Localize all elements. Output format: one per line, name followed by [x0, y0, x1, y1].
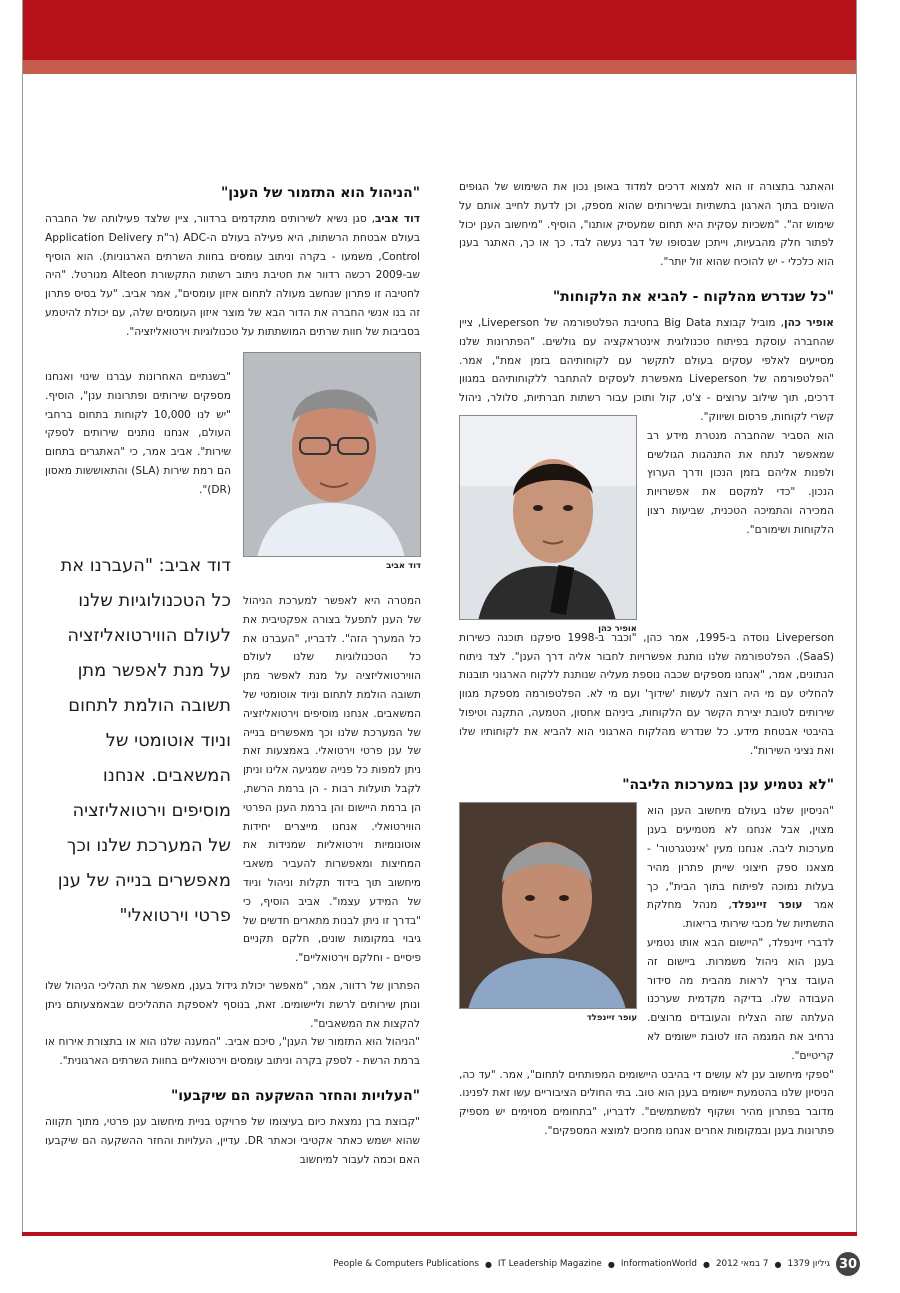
bottom-rule	[22, 1232, 857, 1236]
photo-zeinfeld-block	[459, 802, 637, 1065]
section-heading-orchestration: "הניהול הוא התזמור של הענן"	[220, 185, 420, 201]
paragraph-text: , מוביל קבוצת Big Data בחטיבת הפלטפורמה של Liveperson, ציין שהחברה עוסקת בפיתוח טכנולוגית אינטראקציה עם גולשים. "הפתרונות שלנו מסייעים לאלפי עסקים בעולם לתקשר עם לקוחותיהם בזמן אמת", אמר. "הפלטפורמה של Liveperson מאפשרת לעסקים להתחבר ללקוחותיהם במגוון דרכים, תוך שילוב ערוצים - צ'ט, קול ותוכן עבור רשתות חברתיות, סלולר, ניהול קשרי לקוחות, פרסום ושיווק".	[459, 316, 834, 423]
paragraph-shifts: לדברי זיינפלד, "היישום הבא אותו נטמיע בענן הוא ניהול משמרות. ביישום זה העובד צריך לראות מהבית מה סידור העבודה שלו. בדיקה מקדמית שערכנו העלתה שזה הצליח והעובדים מרוצים. נרחיב את המגמה הזו לטובת יישומים לא קריטיים".	[647, 936, 834, 1062]
pull-quote: דוד אביב: "העברנו את כל הטכנולוגיות שלנו לעולם הווירטואליזציה על מנת לאפשר מתן תשובה הולמת לתחום וניוד אוטומטי של המשאבים. אנחנו מוסיפים וירטואליזציה של המערכת שלנו וכך מאפשרים בנייה של ענן פרטי וירטואלי"	[57, 555, 231, 926]
photo-cohen-block	[459, 415, 637, 635]
left-inset-text	[45, 368, 231, 500]
magazine-name: IT Leadership Magazine	[497, 1259, 602, 1269]
issue-number: גיליון 1379	[787, 1259, 830, 1269]
photo-caption: עופר זיינפלד	[586, 1013, 637, 1024]
paragraph-cohen	[459, 314, 834, 427]
left-narrow-text	[243, 592, 421, 968]
left-column	[45, 178, 420, 342]
portrait-image	[459, 416, 636, 620]
page-footer	[0, 1253, 860, 1275]
paragraph-saas: Liveperson נוסדה ב-1995, אמר כהן, "וכבר ב-1998 סיפקנו תוכנה כשירות (SaaS). הפלטפורמה שלנו נותנת אפשרויות לחבור אליה דרך הענן". לצד ניתוח הנתונים, אמר, "אנחנו מספקים שכבה נוספת מעליה שנותנת ללקוח הארגוני תובנות להחליט עם מי היה רוצה לעשות 'שידוך' ועם מי לא. הפלטפורמה מספקת מגוון שירותים לטובת יצירת הקשר עם הלקוחות, ביניהם אחסון, הטמעה, התקנה וטיפול בהיבטי אבטחת מידע. כל שנדרש מהלקוח הארגוני הוא להביא את לקוחותיו שלו ואת נציגי השירות".	[459, 631, 834, 757]
person-name: אופיר כהן	[783, 316, 834, 329]
paragraph-cloud-shift: "בשנתיים האחרונות עברנו שינוי ואנחנו מספקים שירותים ופתרונות ענן", הוסיף. "יש לנו 10,000 לקוחות בתחום ברחבי העולם, אנחנו נותנים שירותים לספקי שירות". אביב אמר, כי "האתגרים בתחום הם רמת שירות (SLA) והתאוששות מאסון (DR)".	[45, 371, 231, 496]
portrait-image	[459, 803, 636, 1009]
paragraph-aviv	[45, 210, 420, 342]
issue-date: 7 במאי 2012	[715, 1259, 769, 1269]
section-heading-roi: "העלויות והחזר ההשקעה הם שיקבעו"	[170, 1087, 420, 1104]
portrait-image	[243, 353, 420, 557]
paragraph-monitoring: הוא הסביר שהחברה מנטרת מידע רב שמאפשר לנתח את התנהגות הגולשים ולפנות אליהם בזמן הנכון ודרך הערוץ הנכון. "כדי למקסם את אפשרויות המכירה והתמיכה הטכנית, שביעות רצון הלקוחות ושימורם".	[647, 429, 834, 536]
bullet-separator: ●	[607, 1259, 615, 1269]
intro-paragraph: והאתגר בתצורה זו הוא למצוא דרכים למדוד באופן נכון את השימוש של הגופים השונים בתוך הארגון בתשתיות ובשירותים שהוא מספק, וכן לדעת לחייב אותם על שימוש זה". "משכיות עסקית היא תחום שמעסיק אותנו", הוסיף. "מיחשוב הענן יכול לפתור חלק מהבעיות, וייתכן שבסופו של דבר נעשה לבד. כך או כך, האתגר בענן הוא כלכלי - יש להוכיח שהוא זול יותר".	[459, 181, 834, 269]
paragraph-radware-solution: הפתרון של רדוור, אמר, "מאפשר יכולת גידול בענן, מאפשר את תהליכי הניהול שלו ונותן שירותים לרשת וליישומים. זאת, בנוסף לאספקת התהליכים שבאמצעותם ניתן להקצות את המשאבים".	[45, 980, 420, 1030]
page-number: 30	[836, 1252, 860, 1276]
bullet-separator: ●	[484, 1259, 492, 1269]
photo-caption: אופיר כהן	[598, 623, 637, 634]
left-bottom-text	[45, 977, 420, 1169]
photo-cohen	[459, 415, 637, 620]
section-heading-core-systems: "לא נטמיע ענן במערכות הליבה"	[622, 777, 834, 794]
photo-zeinfeld	[459, 802, 637, 1009]
paragraph-text: "הניסיון שלנו בעולם מיחשוב הענן הוא מצוין, אבל אנחנו לא מטמיעים בענן מערכות ליבה. אנחנו מעין 'אינטגרטור' - מצאנו ספק חיצוני שייתן פתרון מהיר בעלות נמוכה לפיתוח בתוך הבית", כך אמר	[647, 805, 834, 912]
paragraph-summary: "הניהול הוא התזמור של הענן", סיכם אביב. "המענה שלנו הוא או בתצורת אירוח או ברמת הרשת - לספק בקרה וניתוב עומסים וירטואליים בחוות השרתים הארגונית".	[45, 1036, 420, 1068]
right-column	[459, 178, 834, 1141]
paragraph-cloud-vendors: "ספקי מיחשוב ענן לא עושים די בהיבט היישומים המפותחים לתחום", אמר. "עד כה, הניסיון שלנו בהטמעת יישומים בענן הוא טוב. בתי החולים הציבוריים עשו זאת לפנינו. מדובר בפתרון מהיר ושקוף למשתמשים". לדבריו, "בתחומים מסוימים יש מספיק פתרונות בענן ובמקומות אחרים אנחנו מחכים למוצא המספקים".	[459, 1068, 834, 1137]
photo-aviv-block	[243, 352, 421, 572]
bullet-separator: ●	[774, 1259, 782, 1269]
paragraph-text: , סגן נשיא לשירותים מתקדמים ברדוור, ציין שלצד פעילותה של החברה בעולם אבטחת הרשתות, היא פעילה בעולם ה-ADC (ר"ת Application Delivery Control, משמעו - בקרה וניתוב עומסים בחוות השרתים הארגוניות). הוא הוסיף שב-2009 רכשה רדוור את חטיבת ניתוב רשתות התקשורת Alteon מנורטל. "היה לחטיבה זו פתרון שנחשב מעולה לתחום איזון עומסים", אמר אביב. "על בסיס פתרון זה בנו אנשי החברה את הדור הבא של מוצר איזון העומסים שלה, עם יכולת להיטמע בסביבות של חוות שרתים המושתתות על טכנולוגיות וירטואליזציה".	[45, 213, 420, 338]
section-heading-customers: "כל שנדרש מהלקוח - להביא את הלקוחות"	[552, 288, 834, 305]
paragraph-text: , מנהל מחלקת התשתיות של מכבי שירותי בריאות.	[647, 899, 834, 931]
paragraph-zeinfeld	[647, 802, 834, 934]
person-name: עופר זיינפלד	[731, 899, 803, 912]
publication-name: InformationWorld	[620, 1259, 697, 1269]
photo-aviv	[243, 352, 421, 557]
paragraph-management-goal: המטרה היא לאפשר למערכת הניהול של הענן לתפעל בצורה אפקטיבית את כל המערך הזה". לדבריו, "העברנו את כל הטכנולוגיות שלנו לעולם הווירטואליזציה על מנת לאפשר מתן תשובה הולמת לתחום וניוד אוטומטי של המשאבים. אנחנו מוסיפים וירטואליזציה של המערכת שלנו וכך מאפשרים בנייה של ענן פרטי וירטואלי. באמצעות זאת ניתן למפות כל פנייה שמגיעה אלינו וניתן לקבל תועלות רבות - הן ברמת הרשת, הן ברמת היישום והן ברמת הענן הפרטי הווירטואלי. אנחנו מייצרים יחידות אוטונומיות וירטואליות שמנידות את המחיצות ומאפשרות להעביר משאבי מיחשוב תוך בידוד תקלות וניהול וניוד של המידע עצמו". אביב הוסיף, כי "בדרך זו ניתן לבנות מתארים חדשים של גיבוי במקומות שונים, חלקם תקניים פיסיים - וחלקם וירטואליים".	[243, 595, 421, 965]
paragraph-bran: "קבוצת ברן נמצאת כיום בעיצומו של פרויקט בניית מיחשוב ענן פרטי, מתוך תקווה שהוא ישמש כאתר אקטיבי וכאתר DR. עדיין, העלויות והחזר ההשקעה הם שיקבעו האם וכמה לעבור למיחשוב	[45, 1115, 421, 1166]
photo-caption: דוד אביב	[386, 561, 421, 571]
bullet-separator: ●	[702, 1259, 710, 1269]
publisher: People & Computers Publications	[333, 1259, 479, 1269]
person-name: דוד אביב	[374, 213, 420, 225]
